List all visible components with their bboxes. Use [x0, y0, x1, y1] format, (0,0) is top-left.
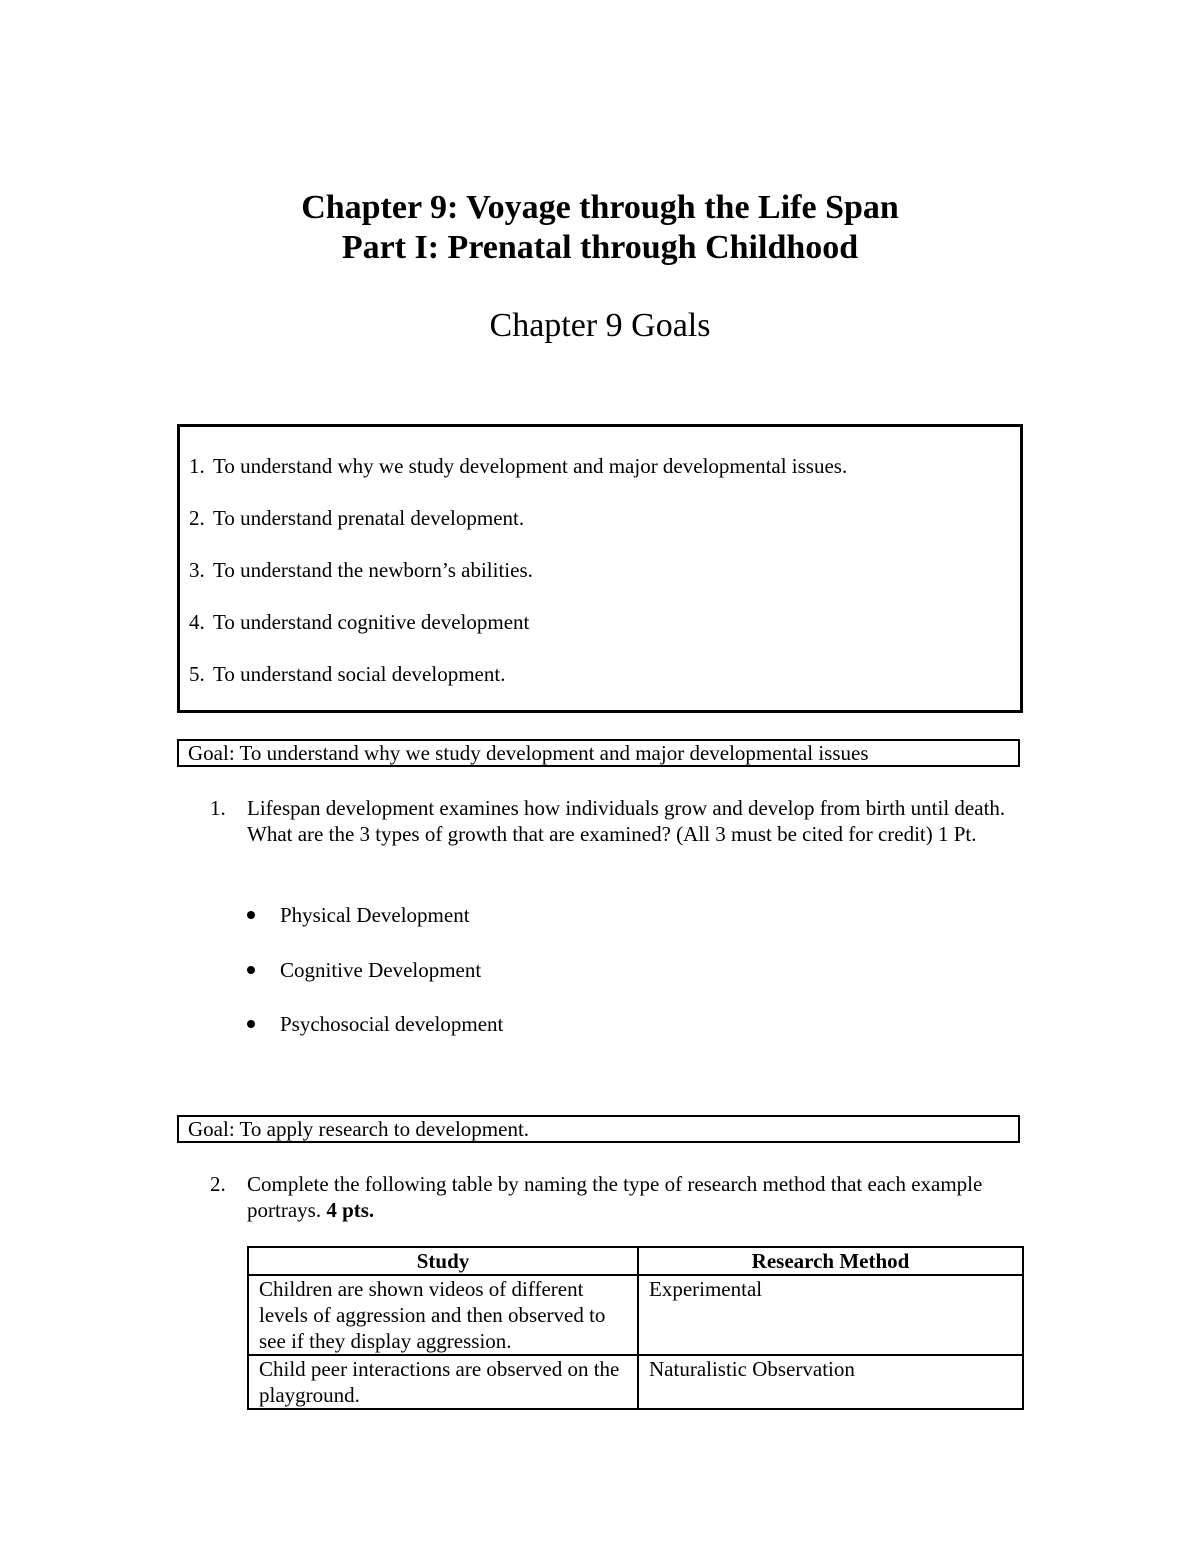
goal-item: 1. To understand why we study development and major developmental issues.	[189, 454, 848, 478]
answer-bullet: Psychosocial development	[247, 1011, 503, 1037]
study-cell: Children are shown videos of different levels of aggression and then observed to see if they display aggression.	[248, 1275, 638, 1355]
question-points: 4 pts.	[326, 1198, 375, 1222]
section-goal-bar-2: Goal: To apply research to development.	[177, 1115, 1020, 1143]
title-line-1: Chapter 9: Voyage through the Life Span	[301, 189, 899, 226]
title-line-2: Part I: Prenatal through Childhood	[341, 229, 859, 266]
research-method-table	[247, 1246, 1024, 1410]
table-row	[248, 1275, 1023, 1355]
question-text: Complete the following table by naming the type of research method that each example portrays. 4 pts.	[247, 1172, 983, 1222]
chapter-goals-heading: Chapter 9 Goals	[489, 307, 711, 344]
bullet-icon	[247, 1020, 255, 1028]
section-goal-bar-1: Goal: To understand why we study development and major developmental issues	[177, 739, 1020, 767]
answer-bullet: Physical Development	[247, 902, 470, 928]
column-header-study: Study	[248, 1247, 638, 1275]
document-title	[0, 188, 1200, 268]
column-header-method: Research Method	[638, 1247, 1023, 1275]
method-cell: Naturalistic Observation	[638, 1355, 1023, 1409]
method-cell: Experimental	[638, 1275, 1023, 1355]
question-number: 1.	[210, 796, 226, 820]
table-header-row	[248, 1247, 1023, 1275]
goal-item: 4. To understand cognitive development	[189, 610, 530, 634]
bullet-icon	[247, 966, 255, 974]
question-text: Lifespan development examines how individuals grow and develop from birth until death. What are the 3 types of growth that are examined? (All 3 must be cited for credit) 1 Pt.	[247, 796, 1006, 846]
table-row	[248, 1355, 1023, 1409]
goal-item: 3. To understand the newborn’s abilities.	[189, 558, 533, 582]
question-number: 2.	[210, 1172, 226, 1196]
answer-bullet: Cognitive Development	[247, 957, 481, 983]
bullet-icon	[247, 911, 255, 919]
study-cell: Child peer interactions are observed on the playground.	[248, 1355, 638, 1409]
goals-box	[177, 424, 1023, 713]
goal-item: 2. To understand prenatal development.	[189, 506, 525, 530]
goal-item: 5. To understand social development.	[189, 662, 506, 686]
